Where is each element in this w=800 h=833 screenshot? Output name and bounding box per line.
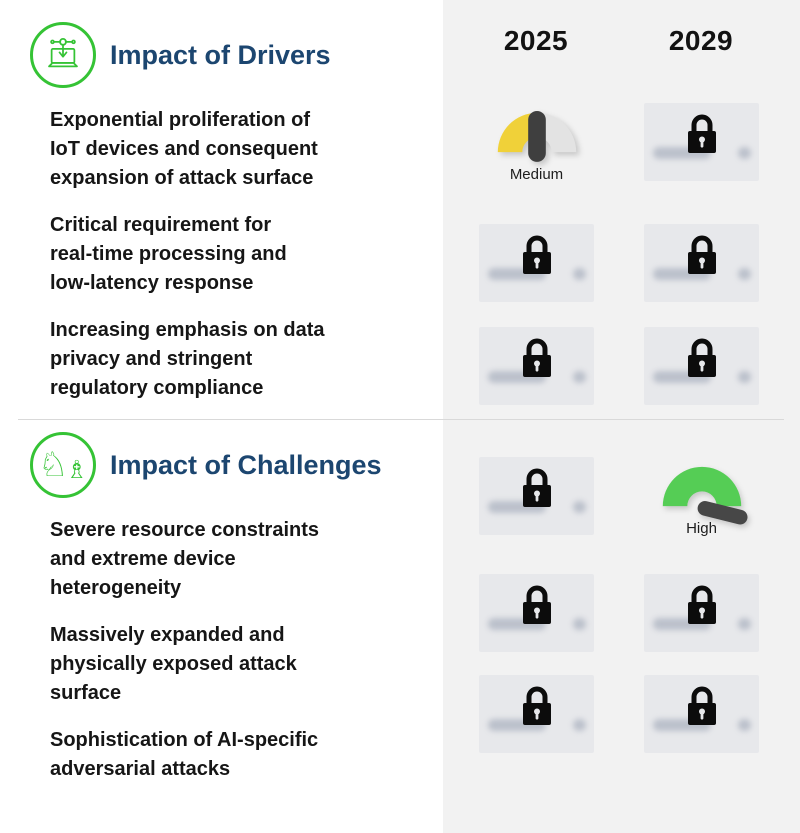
item-line: privacy and stringent <box>50 348 253 370</box>
locked-rating-challenges-2-2025[interactable] <box>479 574 594 652</box>
blurred-text <box>738 371 751 383</box>
chess-knight-icon: ♘ <box>38 445 69 485</box>
blurred-text <box>738 268 751 280</box>
challenges-section-title: Impact of Challenges <box>110 449 382 480</box>
item-line: surface <box>50 682 122 704</box>
drivers-section-title: Impact of Drivers <box>110 39 331 70</box>
laptop-download-icon <box>42 34 84 76</box>
item-line: heterogeneity <box>50 577 182 599</box>
padlock-icon <box>684 684 720 728</box>
gauge-medium-drivers-2025 <box>479 103 594 181</box>
locked-rating-challenges-3-2029[interactable] <box>644 675 759 753</box>
blurred-text <box>738 719 751 731</box>
blurred-text <box>738 147 751 159</box>
item-line: Severe resource constraints <box>50 519 320 541</box>
drivers-section-header <box>30 22 331 88</box>
padlock-icon <box>684 112 720 156</box>
locked-rating-drivers-2-2025[interactable] <box>479 224 594 302</box>
item-line: real-time processing and <box>50 243 287 265</box>
item-line: IoT devices and consequent <box>50 138 318 160</box>
item-line: low-latency response <box>50 272 254 294</box>
blurred-text <box>573 371 586 383</box>
padlock-icon <box>519 336 555 380</box>
gauge-label: Medium <box>509 166 564 183</box>
section-divider <box>18 419 784 420</box>
padlock-icon <box>519 233 555 277</box>
padlock-icon <box>684 336 720 380</box>
gauge-needle <box>528 111 546 162</box>
column-header-2029: 2029 <box>668 25 734 56</box>
gauge-medium-icon <box>488 103 586 164</box>
chess-strategy-icon <box>30 432 96 498</box>
challenge-item-2 <box>50 621 430 708</box>
item-line: expansion of attack surface <box>50 167 314 189</box>
gauge-label: High <box>686 520 717 537</box>
challenge-item-1 <box>50 516 430 603</box>
challenges-section-header <box>30 432 382 498</box>
item-line: Exponential proliferation of <box>50 109 311 131</box>
locked-rating-challenges-2-2029[interactable] <box>644 574 759 652</box>
driver-item-2 <box>50 211 430 298</box>
driver-item-1 <box>50 106 430 193</box>
item-line: Increasing emphasis on data <box>50 319 325 341</box>
locked-rating-drivers-3-2025[interactable] <box>479 327 594 405</box>
column-header-2025: 2025 <box>503 25 569 56</box>
locked-rating-challenges-3-2025[interactable] <box>479 675 594 753</box>
challenge-item-3 <box>50 726 430 784</box>
driver-item-3 <box>50 316 430 403</box>
item-line: Sophistication of AI-specific <box>50 729 319 751</box>
item-line: regulatory compliance <box>50 377 264 399</box>
locked-rating-challenges-1-2025[interactable] <box>479 457 594 535</box>
item-line: Massively expanded and <box>50 624 285 646</box>
gauge-high-challenges-2029 <box>644 457 759 535</box>
blurred-text <box>738 618 751 630</box>
item-line: Critical requirement for <box>50 214 272 236</box>
blurred-text <box>573 501 586 513</box>
item-line: physically exposed attack <box>50 653 297 675</box>
padlock-icon <box>684 583 720 627</box>
locked-rating-drivers-1-2029[interactable] <box>644 103 759 181</box>
blurred-text <box>573 719 586 731</box>
padlock-icon <box>519 684 555 728</box>
padlock-icon <box>519 466 555 510</box>
locked-rating-drivers-3-2029[interactable] <box>644 327 759 405</box>
chess-bishop-icon: ♗ <box>65 455 88 484</box>
item-line: adversarial attacks <box>50 758 231 780</box>
padlock-icon <box>684 233 720 277</box>
blurred-text <box>573 268 586 280</box>
gauge-high-icon <box>653 457 751 518</box>
blurred-text <box>573 618 586 630</box>
item-line: and extreme device <box>50 548 236 570</box>
iot-technology-icon <box>30 22 96 88</box>
locked-rating-drivers-2-2029[interactable] <box>644 224 759 302</box>
padlock-icon <box>519 583 555 627</box>
